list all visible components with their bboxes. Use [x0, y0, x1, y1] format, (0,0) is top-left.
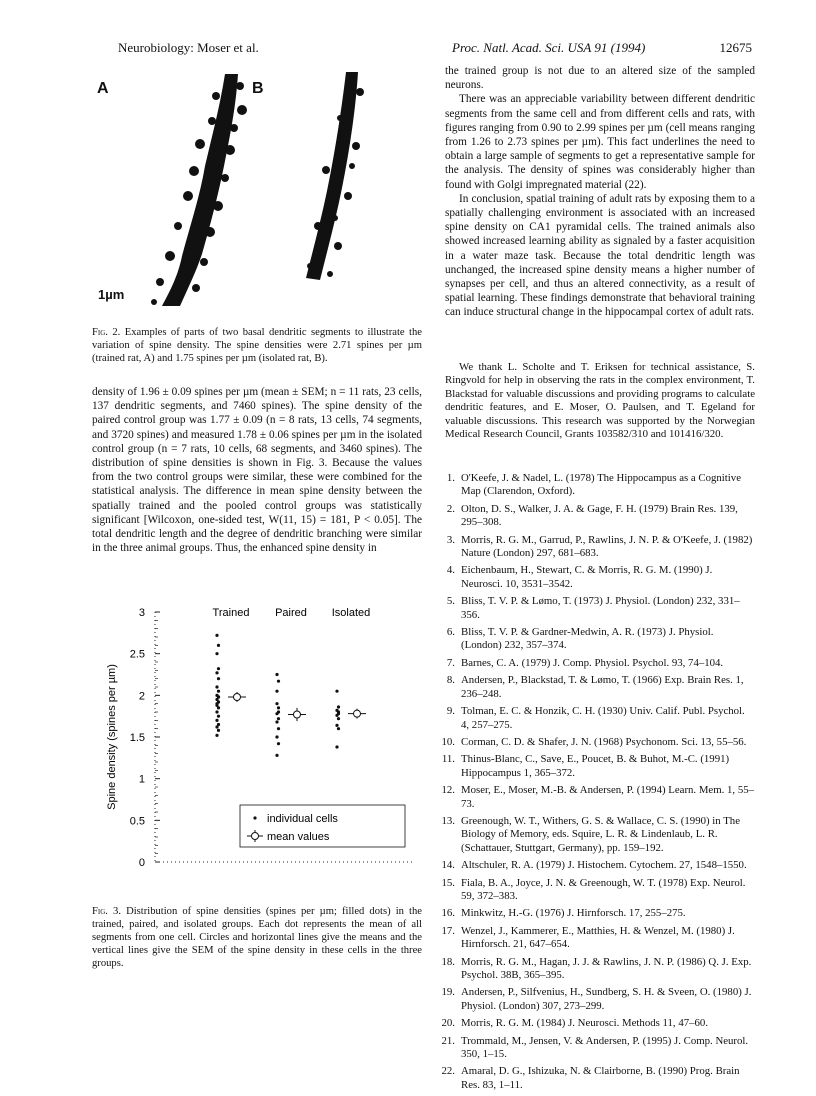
data-point [215, 719, 218, 722]
micrograph-image [130, 66, 420, 311]
data-point [217, 677, 220, 680]
figure-3-caption-label: Fig. 3. [92, 906, 121, 917]
reference-item [437, 705, 755, 732]
figure-3-chart [95, 600, 425, 890]
reference-item [437, 956, 755, 983]
reference-number: 17. [441, 924, 455, 937]
running-header-right [452, 40, 752, 56]
reference-text: Altschuler, R. A. (1979) J. Histochem. Cytochem. 27, 1548–1550. [461, 859, 747, 872]
data-point [277, 706, 280, 709]
data-point [215, 685, 218, 688]
data-point [337, 727, 340, 730]
data-point [335, 724, 338, 727]
reference-text: Minkwitz, H.-G. (1976) J. Hirnforsch. 17, 255–275. [461, 907, 686, 920]
reference-text: Bliss, T. V. P. & Gardner-Medwin, A. R. (1973) J. Physiol. (London) 232, 357–374. [461, 626, 714, 652]
reference-item [437, 753, 755, 780]
panel-label-a: A [97, 80, 109, 97]
data-point [277, 710, 280, 713]
reference-text: Moser, E., Moser, M.-B. & Andersen, P. (1994) Learn. Mem. 1, 55–73. [461, 784, 755, 810]
reference-number: 13. [441, 814, 455, 827]
figure-2-caption-label: Fig. 2. [92, 327, 121, 338]
reference-number: 9. [446, 705, 455, 718]
reference-number: 12. [441, 784, 455, 797]
group-label: Isolated [331, 607, 371, 619]
reference-text: Morris, R. G. M., Hagan, J. J. & Rawlins, J. N. P. (1986) Q. J. Exp. Psychol. 38B, 365–395. [461, 955, 752, 981]
data-point [277, 680, 280, 683]
reference-item [437, 925, 755, 952]
reference-item [437, 1017, 755, 1030]
body-paragraph-2: There was an appreciable variability between different dendritic segments from the same cell and from different cells and rats, with figures ranging from 0.90 to 2.99 spines per µm (cell means ranging from 1.26 to 2.73 spines per µm). This fact underlines the need to obtain a large sample of segments to get a representative sample for the analysis. The density of spines was considerably higher than found with Golgi impregnated material (22). [445, 93, 755, 191]
data-point [215, 634, 218, 637]
running-header-left: Neurobiology: Moser et al. [118, 40, 259, 55]
y-tick-label: 0 [138, 857, 145, 869]
reference-number: 1. [446, 472, 455, 484]
reference-item [437, 815, 755, 855]
figure-3-caption-text: Distribution of spine densities (spines per µm; filled dots) in the trained, paired, and isolated groups. Each dot represents the mean of all segments from one cell. Circles and horizontal lines give the means and the vertical lines give the SEM of the spine density in these cells in the three groups. [92, 906, 422, 969]
reference-text: Tolman, E. C. & Honzik, C. H. (1930) Univ. Calif. Publ. Psychol. 4, 257–275. [461, 705, 745, 731]
data-point [337, 712, 340, 715]
legend-dot-marker [253, 816, 256, 819]
reference-text: Amaral, D. G., Ishizuka, N. & Clairborne, B. (1990) Prog. Brain Res. 83, 1–11. [461, 1065, 740, 1091]
reference-number: 8. [446, 674, 455, 687]
legend-label-dots: individual cells [267, 813, 338, 825]
reference-text: Bliss, T. V. P. & Lømo, T. (1973) J. Physiol. (London) 232, 331–356. [461, 595, 740, 621]
data-point [215, 710, 218, 713]
reference-number: 20. [441, 1017, 455, 1030]
figure-2-caption [92, 326, 422, 365]
acknowledgment [445, 361, 755, 441]
data-point [217, 695, 220, 698]
data-point [275, 735, 278, 738]
reference-number: 22. [441, 1065, 455, 1078]
reference-item [437, 472, 755, 499]
journal-citation: Proc. Natl. Acad. Sci. USA 91 (1994) [452, 40, 646, 55]
data-point [337, 717, 340, 720]
data-point [277, 717, 280, 720]
data-point [215, 734, 218, 737]
reference-number: 16. [441, 907, 455, 920]
reference-text: Morris, R. G. M., Garrud, P., Rawlins, J. N. P. & O'Keefe, J. (1982) Nature (London) 297, 681–683. [461, 533, 753, 560]
mean-marker [234, 694, 241, 701]
y-tick-label: 1 [138, 773, 145, 786]
legend-label-means: mean values [267, 831, 330, 843]
reference-text: O'Keefe, J. & Nadel, L. (1978) The Hippocampus as a Cognitive Map (Clarendon, Oxford). [461, 472, 741, 498]
data-point [217, 667, 220, 670]
legend-mean-marker [252, 833, 259, 840]
group-label: Trained [212, 607, 250, 619]
y-tick-label: 2.5 [129, 648, 145, 661]
reference-item [437, 657, 755, 670]
reference-text: Morris, R. G. M. (1984) J. Neurosci. Methods 11, 47–60. [461, 1017, 709, 1030]
data-point [217, 644, 220, 647]
body-paragraph: density of 1.96 ± 0.09 spines per µm (mean ± SEM; n = 11 rats, 23 cells, 137 dendritic segments, and 7460 spines). The spine density of the paired control group was 1.77 ± 0.09 (n = 8 rats, 13 cells, 74 segments, and 3720 spines) and measured 1.78 ± 0.06 spines per µm in the isolated control group (n = 7 rats, 10 cells, 68 segments, and 3460 spines). The distribution of spine densities is shown in Fig. 3. Because the values from the two control groups were similar, these were combined for the statistical analysis. The difference in mean spine density between the spatially trained and the pooled control groups was statistically significant [Wilcoxon, one-sided test, W(11, 15) = 181, P < 0.05]. The total dendritic length and the degree of dendritic branching were similar in the three animal groups. Thus, the enhanced spine density in [92, 386, 422, 555]
reference-text: Olton, D. S., Walker, J. A. & Gage, F. H. (1979) Brain Res. 139, 295–308. [461, 502, 738, 529]
reference-item [437, 674, 755, 701]
data-point [275, 690, 278, 693]
body-text-left [92, 385, 422, 555]
reference-number: 7. [446, 656, 455, 669]
reference-number: 14. [441, 859, 455, 872]
reference-text: Andersen, P., Blackstad, T. & Lømo, T. (1966) Exp. Brain Res. 1, 236–248. [461, 674, 744, 700]
reference-text: Andersen, P., Silfvenius, H., Sundberg, S. H. & Sveen, O. (1980) J. Physiol. (London) 307, 273–299. [461, 986, 752, 1012]
reference-number: 10. [441, 735, 455, 748]
reference-text: Barnes, C. A. (1979) J. Comp. Physiol. Psychol. 93, 74–104. [461, 656, 724, 669]
data-point [277, 742, 280, 745]
y-tick-label: 2 [138, 690, 145, 703]
reference-number: 5. [446, 595, 455, 608]
reference-item [437, 595, 755, 622]
reference-item [437, 986, 755, 1013]
y-axis-label: Spine density (spines per µm) [106, 664, 118, 810]
reference-list [437, 472, 755, 1096]
data-point [335, 690, 338, 693]
reference-text: Corman, C. D. & Shafer, J. N. (1968) Psychonom. Sci. 13, 55–56. [461, 735, 747, 748]
data-point [215, 725, 218, 728]
reference-item [437, 503, 755, 530]
reference-item [437, 784, 755, 811]
reference-number: 4. [446, 564, 455, 577]
reference-number: 18. [441, 955, 455, 968]
reference-item [437, 1035, 755, 1062]
reference-text: Thinus-Blanc, C., Save, E., Poucet, B. & Buhot, M.-C. (1991) Hippocampus 1, 365–372. [461, 753, 730, 779]
reference-number: 19. [441, 986, 455, 999]
data-point [337, 705, 340, 708]
data-point [275, 720, 278, 723]
data-point [217, 715, 220, 718]
reference-item [437, 907, 755, 920]
data-point [215, 704, 218, 707]
reference-number: 21. [441, 1034, 455, 1047]
body-paragraph-3: In conclusion, spatial training of adult rats by exposing them to a spatially challenging environment is associated with an increased spine density on CA1 pyramidal cells. The trained animals also showed increased learning ability as signaled by a faster acquisition in a water maze task. Because the total dendritic length was unchanged, the increased spine density means a higher number of synapses per cell, and thus an altered connectivity, as a result of spatial learning. These findings demonstrate that behavioral training can induce structural change in the hippocampal cortex of adult rats. [445, 192, 755, 319]
data-point [217, 690, 220, 693]
data-point [275, 702, 278, 705]
mean-marker [294, 711, 301, 718]
reference-text: Greenough, W. T., Withers, G. S. & Wallace, C. S. (1990) in The Biology of Memory, eds. Squire, L. R. & Lindenlaub, L. R. (Schattauer, Stuttgart, Germany), pp. 159–192. [461, 814, 740, 854]
y-tick-label: 0.5 [129, 815, 145, 828]
data-point [217, 729, 220, 732]
reference-number: 11. [441, 753, 455, 766]
data-point [215, 671, 218, 674]
reference-item [437, 736, 755, 749]
reference-number: 3. [446, 533, 455, 546]
figure-3-caption [92, 905, 422, 970]
group-label: Paired [275, 607, 307, 619]
data-point [275, 673, 278, 676]
page-number: 12675 [719, 40, 752, 55]
panel-label-b: B [252, 80, 264, 97]
reference-text: Eichenbaum, H., Stewart, C. & Morris, R. G. M. (1990) J. Neurosci. 10, 3531–3542. [461, 564, 713, 590]
reference-item [437, 877, 755, 904]
reference-number: 15. [441, 876, 455, 889]
mean-marker [354, 710, 361, 717]
body-paragraph-1: the trained group is not due to an altered size of the sampled neurons. [445, 65, 755, 92]
reference-text: Fiala, B. A., Joyce, J. N. & Greenough, W. T. (1978) Exp. Neurol. 59, 372–383. [461, 876, 746, 902]
figure-2-caption-text: Examples of parts of two basal dendritic segments to illustrate the variation of spine density. The spine densities were 2.71 spines per µm (trained rat, A) and 1.75 spines per µm (isolated rat, B). [92, 327, 422, 364]
reference-item [437, 534, 755, 561]
reference-number: 6. [446, 626, 455, 639]
body-text-right [445, 64, 755, 320]
reference-text: Trommald, M., Jensen, V. & Andersen, P. (1995) J. Comp. Neurol. 350, 1–15. [461, 1034, 749, 1061]
scale-bar-label: 1µm [98, 287, 125, 302]
reference-text: Wenzel, J., Kammerer, E., Matthies, H. & Wenzel, M. (1980) J. Hirnforsch. 21, 647–654. [461, 924, 735, 951]
data-point [335, 745, 338, 748]
y-tick-label: 3 [138, 607, 145, 619]
y-tick-label: 1.5 [129, 732, 145, 744]
data-point [215, 652, 218, 655]
data-point [275, 754, 278, 757]
data-point [277, 727, 280, 730]
reference-item [437, 564, 755, 591]
reference-item [437, 1065, 755, 1092]
acknowledgment-text: We thank L. Scholte and T. Eriksen for technical assistance, S. Ringvold for help in observing the rats in the complex environment, T. Blackstad for valuable discussions and providing programs to calculate dendritic features, and E. Moser, O. Paulsen, and T. Egeland for valuable discussions. This research was supported by the Norwegian Medical Research Council, Grants 103582/310 and 101416/320. [445, 361, 755, 441]
reference-number: 2. [446, 502, 455, 515]
reference-item [437, 859, 755, 872]
reference-item [437, 626, 755, 653]
